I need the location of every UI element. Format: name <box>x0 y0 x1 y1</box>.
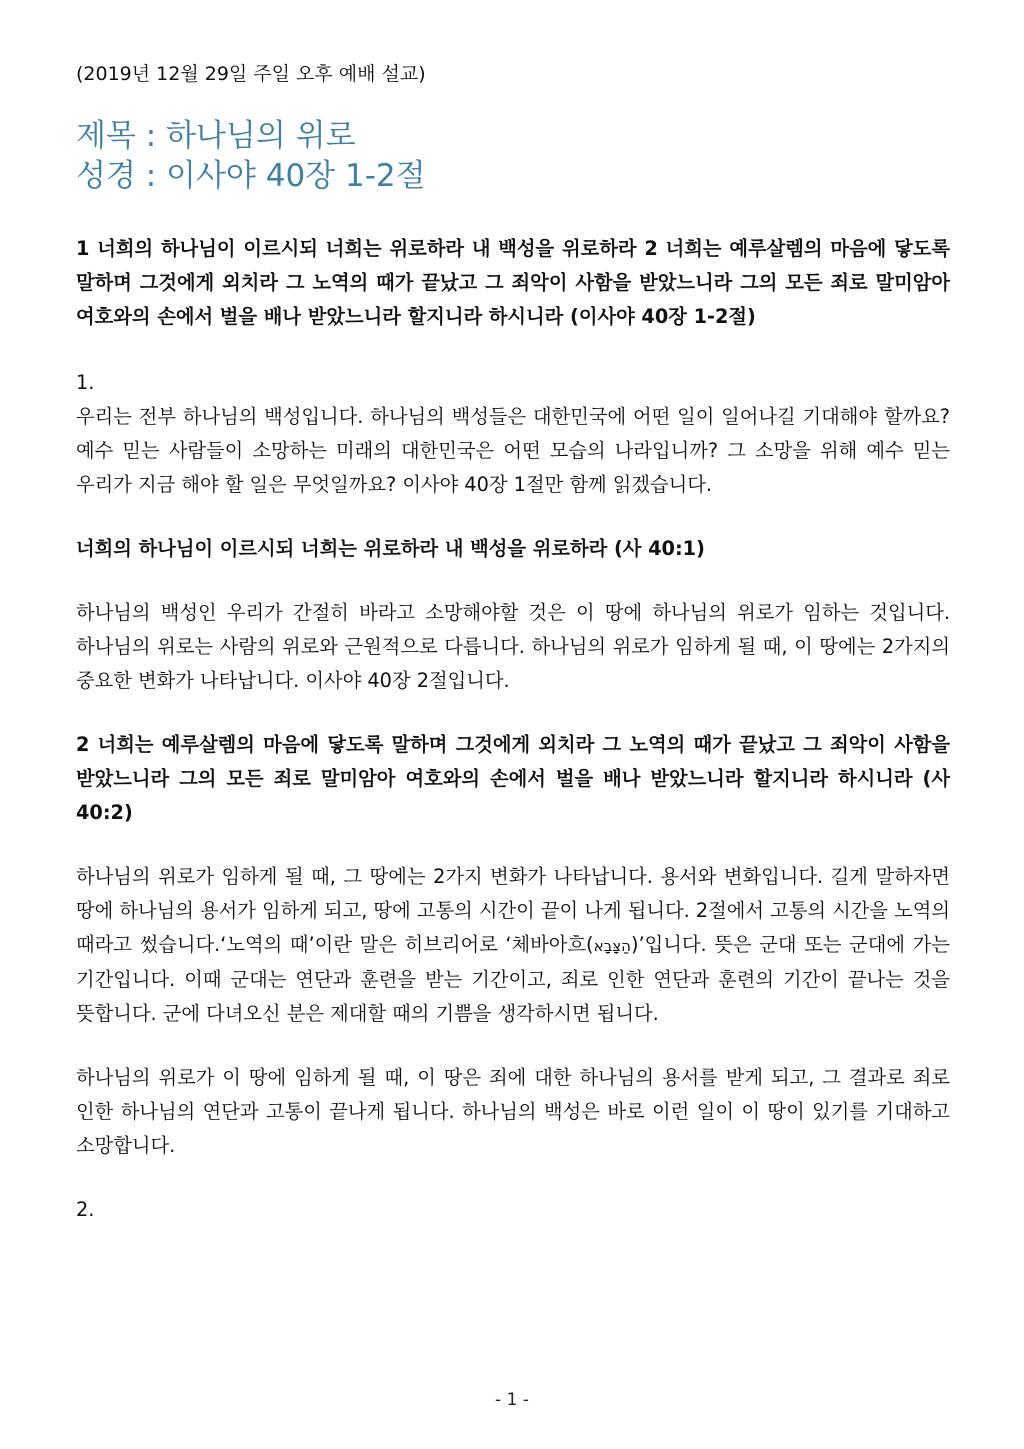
page-number: - 1 - <box>495 1390 529 1410</box>
paragraph-3-part-1: 하나님의 위로가 임하게 될 때, 그 땅에는 2가지 변화가 나타납니다. 용서와 변화입니다. 길게 말하자면 땅에 하나님의 용서가 임하게 되고, 땅에 고통의 시간이 끝이 나게 됩니다. 2절에서 고통의 시간을 노역의 때라고 썼습니다.‘노역의 때’이란 말은 히브리어로 ‘체바아흐( <box>76 865 950 956</box>
paragraph-3-part-2: )’입니다. 뜻은 군대 또는 군대에 가는 기간입니다. 이때 군대는 연단과 훈련을 받는 기간이고, 죄로 인한 연단과 훈련의 기간이 끝나는 것을 뜻합니다. 군에 다녀오신 분은 제대할 때의 기쁨을 생각하시면 됩니다. <box>76 933 951 1025</box>
sermon-title: 제목 : 하나님의 위로 <box>76 118 356 154</box>
paragraph-4: 하나님의 위로가 이 땅에 임하게 될 때, 이 땅은 죄에 대한 하나님의 용서를 받게 되고, 그 결과로 죄로 인한 하나님의 연단과 고통이 끝나게 됩니다. 하나님의 백성은 바로 이런 일이 이 땅이 있기를 기대하고 소망합니다. <box>76 1066 950 1157</box>
sermon-date: (2019년 12월 29일 주일 오후 예배 설교) <box>76 63 426 85</box>
scripture-reference: 성경 : 이사야 40장 1-2절 <box>76 158 426 194</box>
paragraph-2: 하나님의 백성인 우리가 간절히 바라고 소망해야할 것은 이 땅에 하나님의 위로가 임하는 것입니다. 하나님의 위로는 사람의 위로와 근원적으로 다릅니다. 하나님의 위로가 임하게 될 때, 이 땅에는 2가지의 중요한 변화가 나타납니다. 이사야 40장 2절입니다. <box>76 601 950 692</box>
section-number-1: 1. <box>76 371 95 394</box>
section-number-2: 2. <box>76 1198 95 1221</box>
verse-1: 너희의 하나님이 이르시되 너희는 위로하라 내 백성을 위로하라 (사 40:1) <box>76 537 705 560</box>
paragraph-3 <box>76 860 950 1031</box>
title-block <box>76 116 950 196</box>
scripture-text: 1 너희의 하나님이 이르시되 너희는 위로하라 내 백성을 위로하라 2 너희는 예루살렘의 마음에 닿도록 말하며 그것에게 외치라 그 노역의 때가 끝났고 그 죄악이 사함을 받았느니라 그의 모든 죄로 말미암아 여호와의 손에서 벌을 배나 받았느니라 할지니라 하시니라 (이사야 40장 1-2절) <box>76 237 950 328</box>
document-page <box>76 60 950 1227</box>
verse-2: 2 너희는 예루살렘의 마음에 닿도록 말하며 그것에게 외치라 그 노역의 때가 끝났고 그 죄악이 사함을 받았느니라 그의 모든 죄로 말미암아 여호와의 손에서 벌을 배나 받았느니라 할지니라 하시니라 (사 40:2) <box>76 733 950 824</box>
paragraph-1: 우리는 전부 하나님의 백성입니다. 하나님의 백성들은 대한민국에 어떤 일이 일어나길 기대해야 할까요? 예수 믿는 사람들이 소망하는 미래의 대한민국은 어떤 모습의 나라입니까? 그 소망을 위해 예수 믿는 우리가 지금 해야 할 일은 무엇일까요? 이사야 40장 1절만 함께 읽겠습니다. <box>76 405 950 496</box>
hebrew-word: הַצָּבָא <box>593 937 631 955</box>
